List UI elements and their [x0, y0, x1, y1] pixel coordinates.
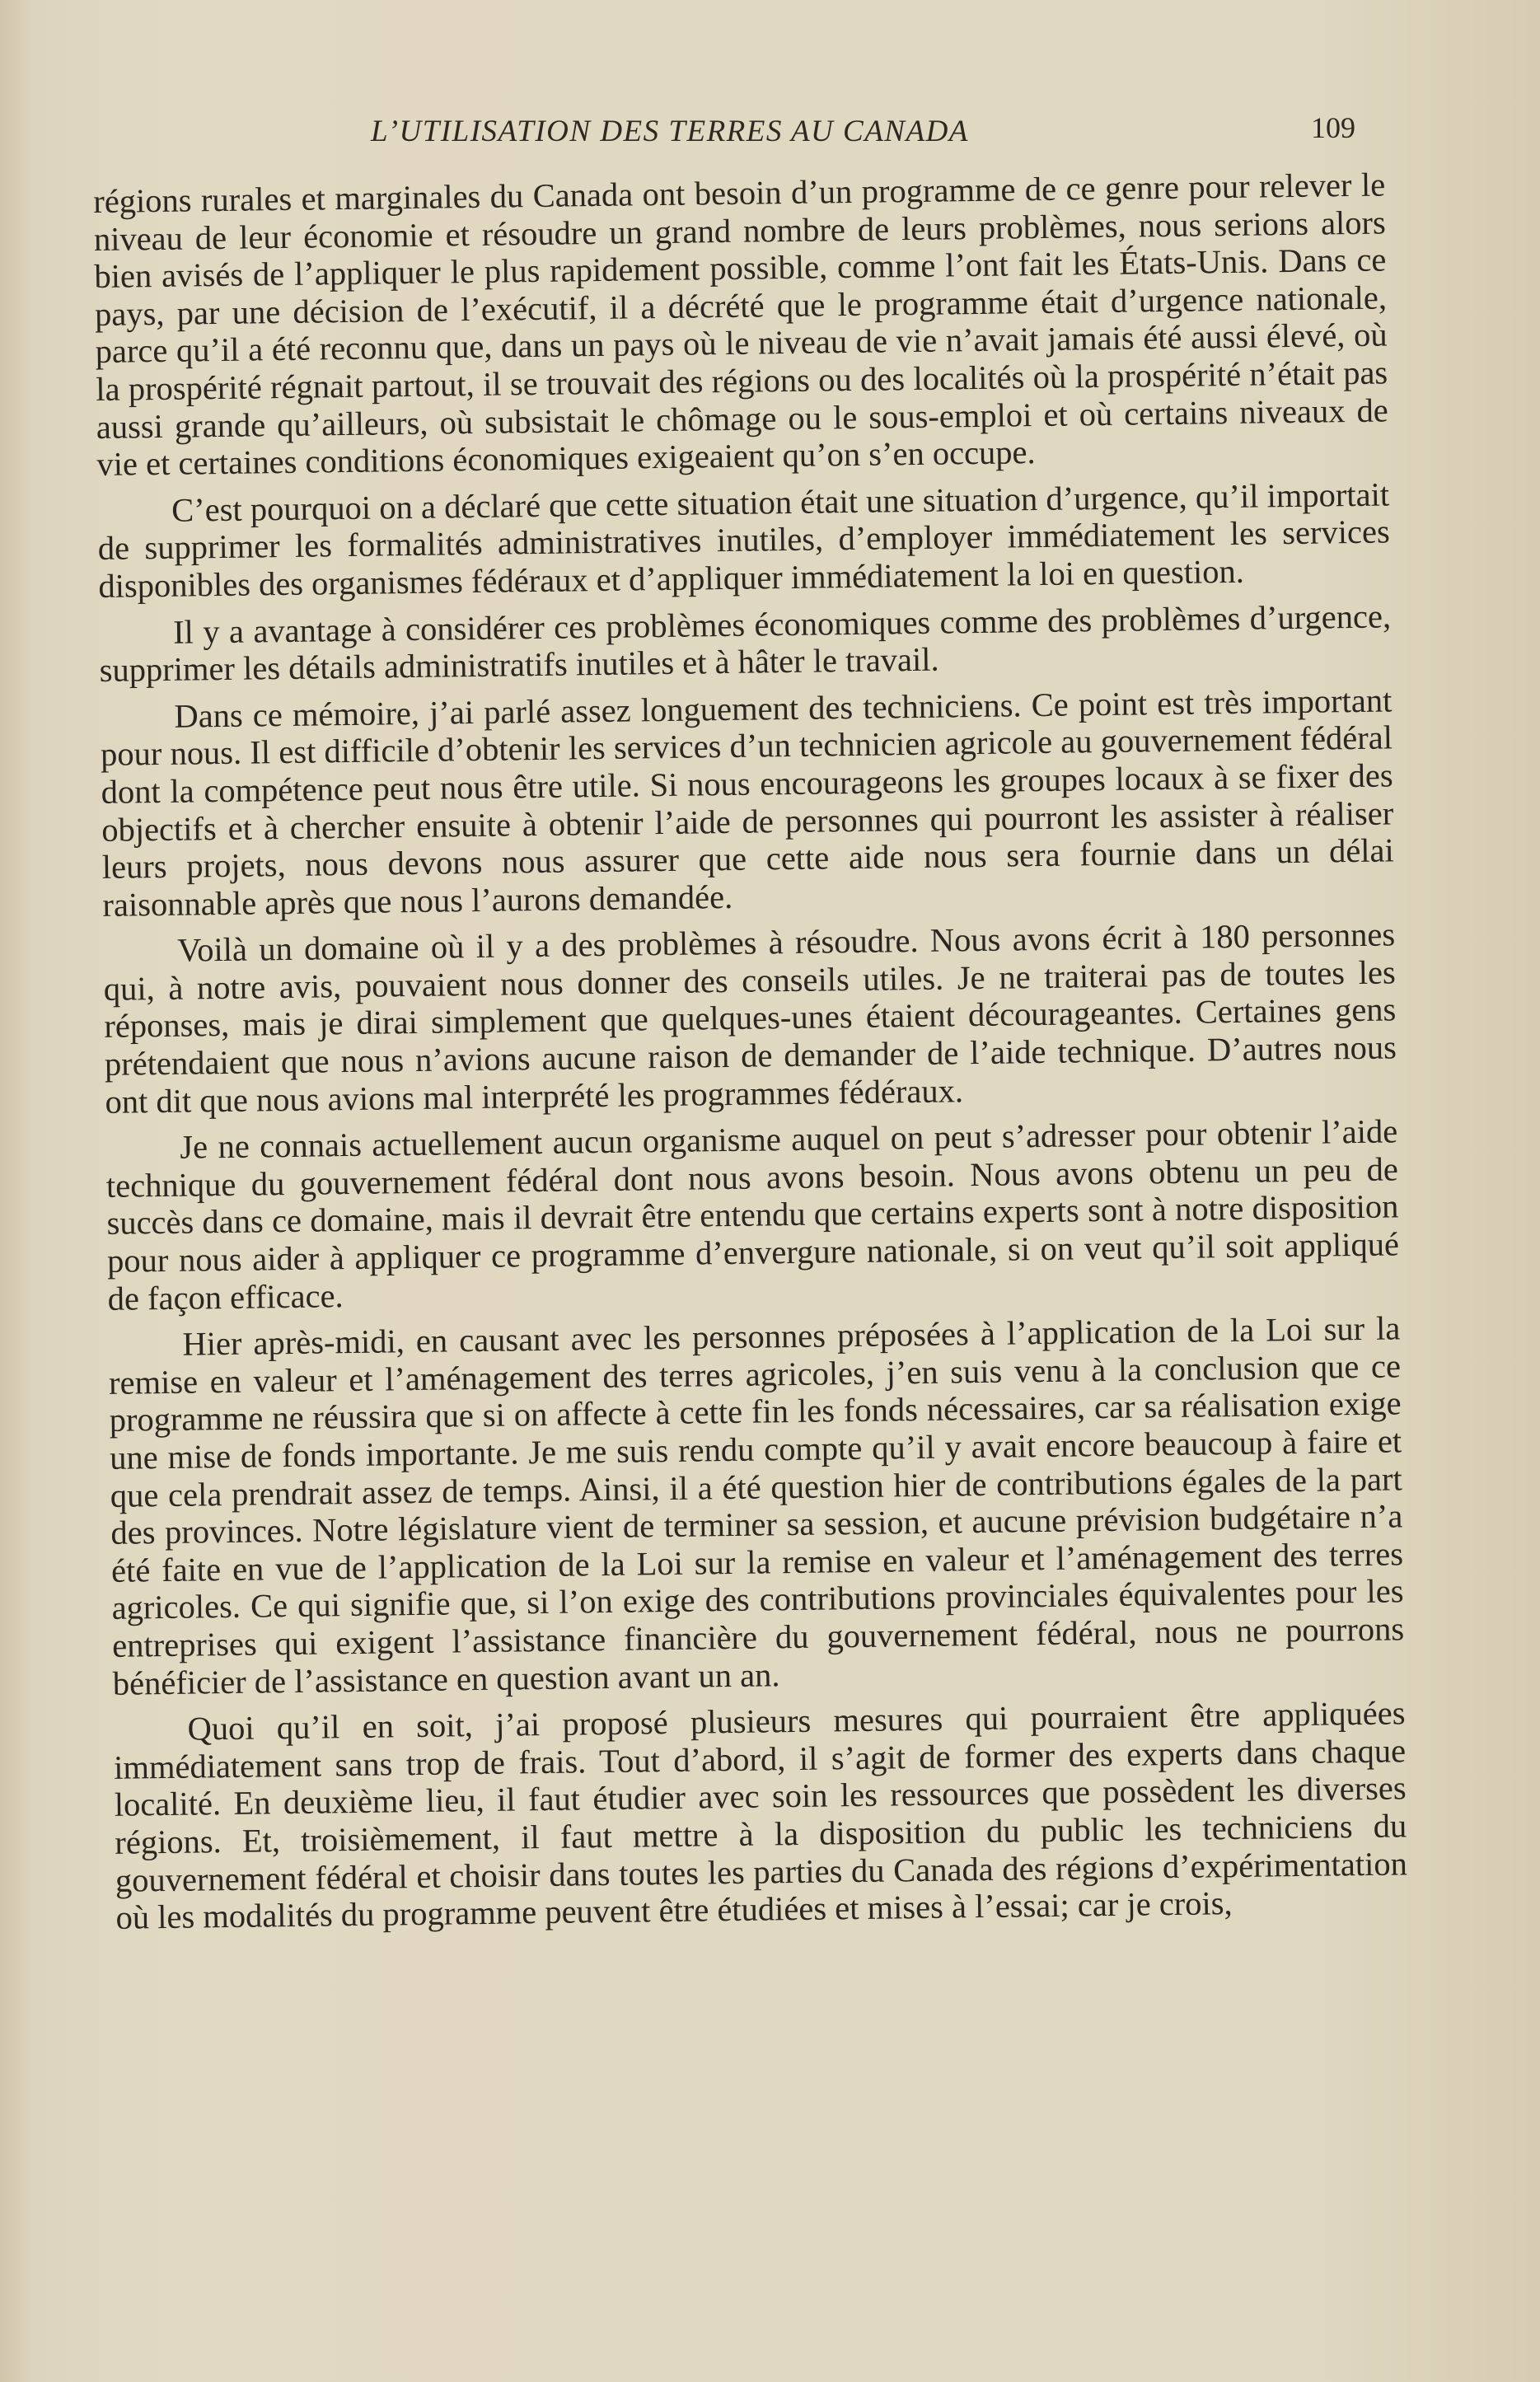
paragraph: Dans ce mémoire, j’ai parlé assez longuement des techniciens. Ce point est très important pour nous. Il est difficile d’obtenir les services d’un technicien agricole au gouvernement fédéral dont la compétence peut nous être utile. Si nous encourageons les groupes locaux à se fixer des objectifs et à chercher ensuite à obtenir l’aide de personnes qui pourront les assister à réaliser leurs projets, nous devons nous assurer que cette aide nous sera fournie dans un délai raisonnable après que nous l’aurons demandée. [100, 681, 1395, 924]
paragraph: C’est pourquoi on a déclaré que cette situation était une situation d’urgence, qu’il importait de supprimer les formalités administratives inutiles, d’employer immédiatement les services disponibles des organismes fédéraux et d’appliquer immédiatement la loi en question. [97, 475, 1390, 605]
paragraph: Voilà un domaine où il y a des problèmes à résoudre. Nous avons écrit à 180 personnes qui, à notre avis, pouvaient nous donner des conseils utiles. Je ne traiterai pas de toutes les réponses, mais je dirai simplement que quelques-unes étaient décourageantes. Certaines gens prétendaient que nous n’avions aucune raison de demander de l’aide technique. D’autres nous ont dit que nous avions mal interprété les programmes fédéraux. [103, 915, 1397, 1121]
paragraph: régions rurales et marginales du Canada ont besoin d’un programme de ce genre pour relever le niveau de leur économie et résoudre un grand nombre de leurs problèmes, nous serions alors bien avisés de l’appliquer le plus rapidement possible, comme l’ont fait les États-Unis. Dans ce pays, par une décision de l’exécutif, il a décrété que le programme était d’urgence nationale, parce qu’il a été reconnu que, dans un pays où le niveau de vie n’avait jamais été aussi élevé, où la prospérité régnait partout, il se trouvait des régions ou des localités où la prospérité n’était pas aussi grande qu’ailleurs, où subsistait le chômage ou le sous-emploi et où certains niveaux de vie et certaines conditions économiques exigeaient qu’on s’en occupe. [93, 166, 1389, 484]
page-header [95, 105, 1355, 155]
paragraph: Il y a avantage à considérer ces problèmes économiques comme des problèmes d’urgence, supprimer les détails administratifs inutiles et à hâter le travail. [99, 597, 1392, 690]
paragraph: Je ne connais actuellement aucun organisme auquel on peut s’adresser pour obtenir l’aide technique du gouvernement fédéral dont nous avons besoin. Nous avons obtenu un peu de succès dans ce domaine, mais il devrait être entendu que certains experts sont à notre disposition pour nous aider à appliquer ce programme d’envergure nationale, si on veut qu’il soit appliqué de façon efficace. [105, 1112, 1400, 1317]
page-number: 109 [1311, 111, 1355, 144]
body-text [93, 166, 1408, 1945]
paragraph: Quoi qu’il en soit, j’ai proposé plusieurs mesures qui pourraient être appliquées immédiatement sans trop de frais. Tout d’abord, il s’agit de former des experts dans chaque localité. En deuxième lieu, il faut étudier avec soin les ressources que possèdent les diverses régions. Et, troisièmement, il faut mettre à la disposition du public les techniciens du gouvernement fédéral et choisir dans toutes les parties du Canada des régions d’expérimentation où les modalités du programme peuvent être étudiées et mises à l’essai; car je crois, [113, 1694, 1408, 1936]
running-title: L’UTILISATION DES TERRES AU CANADA [371, 115, 969, 148]
paragraph: Hier après-midi, en causant avec les personnes préposées à l’application de la Loi sur la remise en valeur et l’aménagement des terres agricoles, j’en suis venu à la conclusion que ce programme ne réussira que si on affecte à cette fin les fonds nécessaires, car sa réalisation exige une mise de fonds importante. Je me suis rendu compte qu’il y avait encore beaucoup à faire et que cela prendrait assez de temps. Ainsi, il a été question hier de contributions égales de la part des provinces. Notre législature vient de terminer sa session, et aucune prévision budgétaire n’a été faite en vue de l’application de la Loi sur la remise en valeur et l’aménagement des terres agricoles. Ce qui signifie que, si l’on exige des contributions provinciales équivalentes pour les entreprises qui exigent l’assistance financière du gouvernement fédéral, nous ne pourrons bénéficier de l’assistance en question avant un an. [108, 1309, 1405, 1702]
